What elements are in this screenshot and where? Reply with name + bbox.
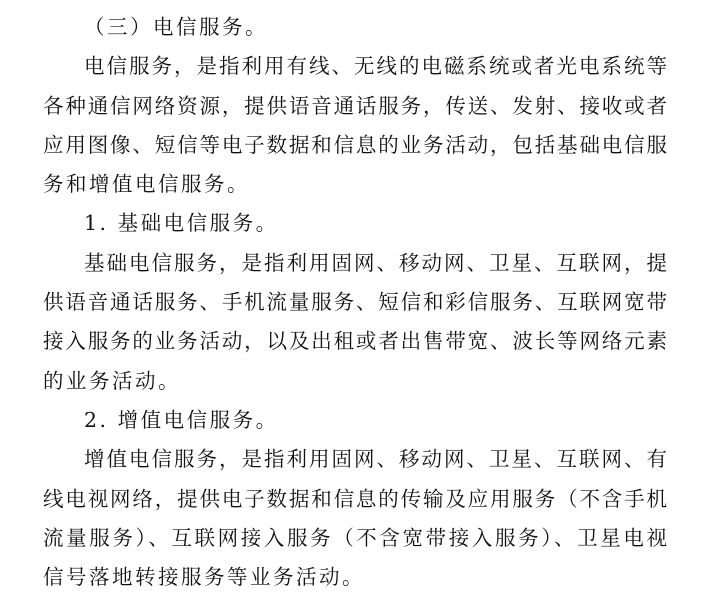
- paragraph-line: 接入服务的业务活动，以及出租或者出售带宽、波长等网络元素: [43, 329, 667, 354]
- section-heading: （三）电信服务。: [84, 15, 268, 39]
- paragraph-line: 的业务活动。: [43, 368, 181, 393]
- subsection-heading: 2. 增值电信服务。: [84, 407, 279, 432]
- paragraph-line: 增值电信服务，是指利用固网、移动网、卫星、互联网、有: [84, 447, 667, 472]
- paragraph-line: 电信服务，是指利用有线、无线的电磁系统或者光电系统等: [84, 54, 667, 79]
- paragraph-line: 务和增值电信服务。: [43, 172, 250, 197]
- paragraph-line: 应用图像、短信等电子数据和信息的业务活动，包括基础电信服: [43, 132, 667, 157]
- paragraph-line: 供语音通话服务、手机流量服务、短信和彩信服务、互联网宽带: [43, 290, 667, 315]
- paragraph-line: 线电视网络，提供电子数据和信息的传输及应用服务（不含手机: [43, 486, 667, 511]
- paragraph-line: 流量服务）、互联网接入服务（不含宽带接入服务）、卫星电视: [43, 525, 667, 550]
- paragraph-line: 信号落地转接服务等业务活动。: [43, 565, 365, 590]
- paragraph-line: 基础电信服务，是指利用固网、移动网、卫星、互联网，提: [84, 250, 667, 275]
- paragraph-line: 各种通信网络资源，提供语音通话服务，传送、发射、接收或者: [43, 93, 667, 118]
- subsection-heading: 1. 基础电信服务。: [84, 211, 279, 236]
